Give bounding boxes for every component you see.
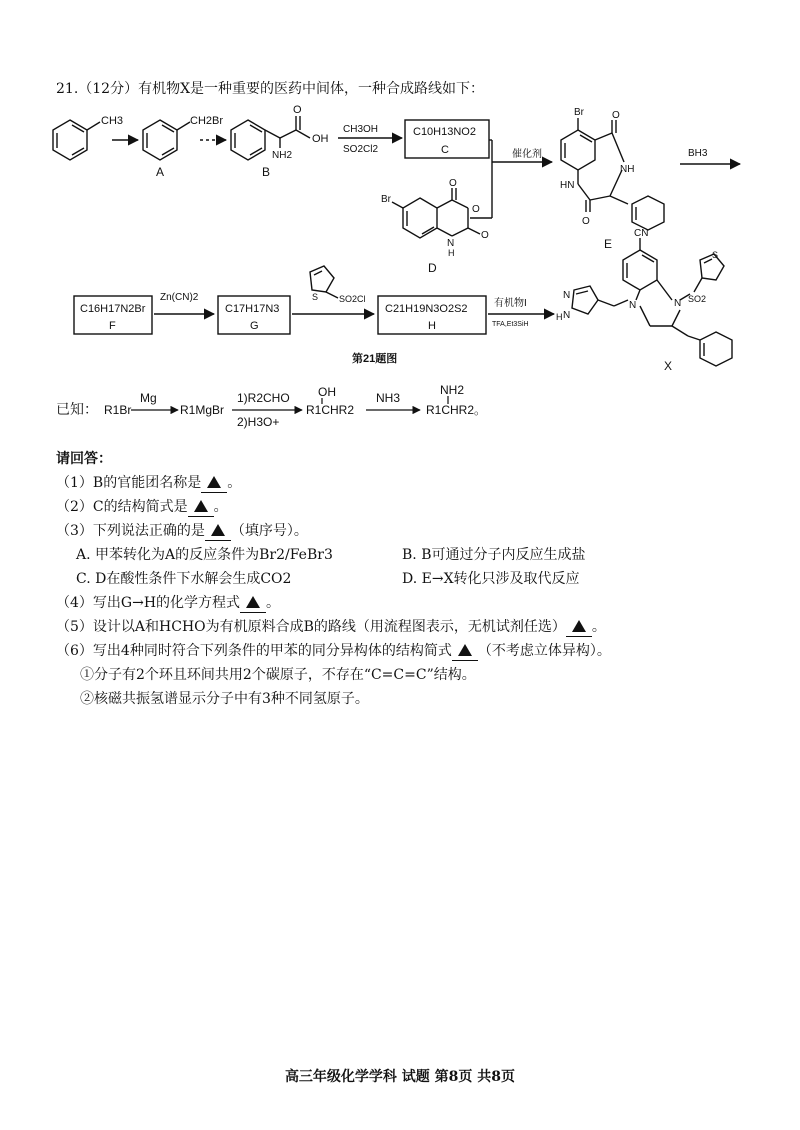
e-nh-label: NH (620, 164, 635, 175)
reagent-organic-i: 有机物I (494, 298, 527, 309)
compound-x-structure (572, 238, 732, 366)
option-d: D. E→X转化只涉及取代反应 (402, 571, 580, 587)
compound-e-structure (561, 118, 664, 230)
triangle-icon (207, 476, 221, 488)
answer-blank-1[interactable] (201, 474, 227, 493)
x-n1-label: N (563, 290, 571, 301)
label-e: E (604, 237, 613, 251)
known-alcohol: R1CHR2 (306, 403, 355, 417)
page-footer: 高三年级化学学科 试题 第8页 共8页 (284, 1069, 516, 1085)
question-3-text: （3）下列说法正确的是 (56, 523, 205, 539)
option-c: C. D在酸性条件下水解会生成CO2 (76, 571, 292, 587)
d-o1-label: O (449, 178, 457, 189)
x-n2-label: N (629, 300, 637, 311)
e-hn-label: HN (560, 180, 575, 191)
question-1-end: 。 (227, 475, 242, 491)
condition-2: ②核磁共振氢谱显示分子中有3种不同氢原子。 (80, 691, 369, 707)
triangle-icon (458, 644, 472, 656)
label-h: H (428, 320, 436, 332)
b-nh2-label: NH2 (272, 150, 293, 161)
figure-caption: 第21题图 (352, 353, 398, 365)
question-2-end: 。 (213, 499, 228, 515)
compound-a-structure (143, 120, 190, 160)
question-5-text: （5）设计以A和HCHO为有机原料合成B的路线（用流程图表示，无机试剂任选） (56, 619, 566, 635)
x-s-label: S (712, 250, 719, 260)
triangle-icon (211, 524, 225, 536)
d-br-label: Br (381, 194, 391, 205)
question-1-text: （1）B的官能团名称是 (56, 475, 202, 491)
known-step1-top: 1)R2CHO (237, 391, 290, 405)
known-alcohol-oh: OH (318, 385, 336, 399)
reagent-zncn2: Zn(CN)2 (160, 292, 199, 303)
option-b: B. B可通过分子内反应生成盐 (402, 547, 586, 563)
known-amine: R1CHR2。 (426, 403, 487, 417)
question-header: 21.（12分）有机物X是一种重要的医药中间体，一种合成路线如下： (56, 81, 485, 97)
question-6 (56, 642, 611, 661)
question-4-text: （4）写出G→H的化学方程式 (56, 595, 241, 611)
option-a: A. 甲苯转化为A的反应条件为Br2/FeBr3 (76, 547, 333, 563)
x-h-label: H (556, 312, 563, 322)
formula-f: C16H17N2Br (80, 303, 146, 315)
answer-blank-3[interactable] (205, 522, 231, 541)
question-4-end: 。 (266, 595, 281, 611)
triangle-icon (246, 596, 260, 608)
reagent-catalyst: 催化剂 (512, 149, 542, 160)
question-3 (56, 522, 308, 541)
known-step1-bot: 2)H3O+ (237, 415, 280, 429)
label-g: G (250, 320, 259, 332)
known-nh3: NH3 (376, 391, 401, 405)
question-6-text: （6）写出4种同时符合下列条件的甲苯的同分异构体的结构简式 (56, 643, 452, 659)
ch3-label: CH3 (101, 115, 124, 127)
b-o-label: O (293, 104, 302, 116)
known-mg: Mg (140, 391, 157, 405)
e-br-label: Br (574, 107, 584, 118)
formula-g: C17H17N3 (225, 303, 280, 315)
answer-blank-4[interactable] (240, 594, 266, 613)
label-d: D (428, 261, 437, 275)
x-n3-label: N (674, 298, 682, 309)
answer-blank-2[interactable] (188, 498, 214, 517)
d-h-label: H (448, 248, 455, 258)
question-5-end: 。 (591, 619, 606, 635)
answer-blank-6[interactable] (452, 642, 478, 661)
answer-prompt: 请回答： (56, 451, 112, 467)
triangle-icon (194, 500, 208, 512)
reagent-bh3: BH3 (688, 148, 708, 159)
known-amine-nh2: NH2 (440, 384, 465, 397)
known-label: 已知： (56, 402, 98, 418)
x-cn-label: CN (634, 228, 649, 239)
formula-h: C21H19N3O2S2 (385, 303, 468, 315)
question-3-end: （填序号）。 (230, 523, 308, 539)
e-o2-label: O (582, 216, 590, 227)
question-2-text: （2）C的结构简式是 (56, 499, 188, 515)
d-o3-label: O (481, 230, 489, 241)
known-grignard: R1MgBr (180, 403, 225, 417)
d-o2-label: O (472, 204, 480, 215)
label-b: B (262, 165, 271, 179)
known-r1br: R1Br (104, 403, 132, 417)
question-1 (56, 474, 241, 493)
answer-blank-5[interactable] (566, 618, 592, 637)
reagent-so2cl2: SO2Cl2 (343, 144, 379, 155)
condition-1: ①分子有2个环且环间共用2个碳原子，不存在“C=C=C”结构。 (80, 667, 476, 683)
label-c: C (441, 144, 449, 156)
synthesis-scheme (0, 100, 800, 380)
question-6-end: （不考虑立体异构）。 (477, 643, 611, 659)
toluene-structure (53, 120, 100, 160)
label-x: X (664, 359, 673, 373)
x-so2-label: SO2 (688, 294, 707, 304)
x-hn-label: N (563, 310, 571, 321)
b-oh-label: OH (312, 133, 329, 145)
e-o1-label: O (612, 110, 620, 121)
label-f: F (109, 320, 116, 332)
reagent-tfa: TFA,Et3SiH (492, 321, 529, 328)
reagent-ch3oh: CH3OH (343, 124, 379, 135)
so2cl-label: SO2Cl (339, 294, 366, 304)
label-a: A (156, 165, 165, 179)
question-5 (56, 618, 606, 637)
d-n-label: N (447, 238, 455, 249)
question-4 (56, 594, 280, 613)
triangle-icon (572, 620, 586, 632)
thiophene-s-label: S (312, 292, 319, 302)
ch2br-label: CH2Br (190, 115, 224, 127)
compound-b-structure (231, 116, 310, 160)
known-reaction (0, 384, 800, 434)
formula-c: C10H13NO2 (413, 126, 476, 138)
compound-d-structure (392, 188, 480, 238)
question-2 (56, 498, 228, 517)
